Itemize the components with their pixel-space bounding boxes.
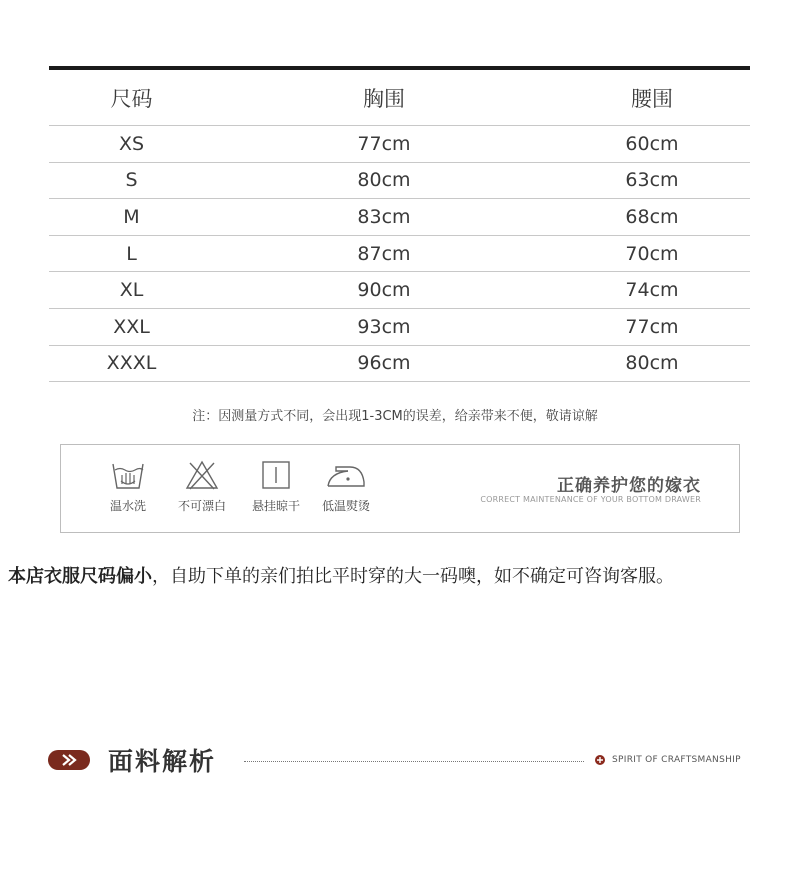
table-row [49, 163, 750, 200]
care-item-low-iron [311, 459, 381, 514]
size-notice-text: ，自助下单的亲们拍比平时穿的大一码噢，如不确定可咨询客服。 [152, 566, 674, 587]
table-row [49, 236, 750, 273]
size-cell: S [125, 169, 138, 192]
care-label-no-bleach: 不可漂白 [177, 499, 226, 513]
waist-cell: 74cm [625, 279, 679, 302]
size-cell: M [123, 205, 140, 228]
section-divider [244, 761, 584, 762]
care-label-hang-dry: 悬挂晾干 [251, 499, 300, 513]
bust-cell: 93cm [357, 315, 411, 338]
waist-cell: 70cm [625, 242, 679, 265]
waist-cell: 77cm [625, 315, 679, 338]
care-title: 正确养护您的嫁衣 [557, 476, 701, 496]
no-bleach-icon [182, 459, 222, 491]
fabric-section-header [48, 742, 748, 778]
size-notice [8, 562, 674, 588]
care-subtitle: CORRECT MAINTENANCE OF YOUR BOTTOM DRAWER [480, 495, 701, 504]
waist-cell: 80cm [625, 352, 679, 375]
waist-cell: 63cm [625, 169, 679, 192]
hang-dry-icon [256, 459, 296, 491]
care-item-no-bleach [167, 459, 237, 514]
table-row [49, 126, 750, 163]
table-row [49, 272, 750, 309]
header-bust: 胸围 [363, 86, 405, 111]
table-header-row [49, 70, 750, 126]
care-item-warm-wash [93, 459, 163, 514]
bust-cell: 96cm [357, 352, 411, 375]
size-cell: XXXL [106, 352, 157, 375]
size-table [49, 66, 750, 382]
bust-cell: 87cm [357, 242, 411, 265]
bust-cell: 80cm [357, 169, 411, 192]
size-cell: XXL [113, 315, 150, 338]
size-cell: XL [119, 279, 144, 302]
section-subtitle: SPIRIT OF CRAFTSMANSHIP [612, 755, 741, 765]
bust-cell: 90cm [357, 279, 411, 302]
waist-cell: 60cm [625, 132, 679, 155]
chevron-right-icon [60, 753, 78, 767]
section-title: 面料解析 [108, 747, 217, 776]
header-size: 尺码 [110, 86, 153, 111]
measurement-note: 注：因测量方式不同，会出现1-3CM的误差，给亲带来不便，敬请谅解 [192, 409, 598, 424]
size-cell: XS [118, 132, 145, 155]
size-cell: L [126, 242, 137, 265]
header-waist: 腰围 [631, 86, 673, 111]
care-label-warm-wash: 温水洗 [109, 499, 146, 513]
section-badge [48, 750, 90, 770]
low-iron-icon [324, 459, 368, 491]
bust-cell: 77cm [357, 132, 411, 155]
care-instructions-box [60, 444, 740, 533]
care-item-hang-dry [241, 459, 311, 514]
size-notice-bold: 本店衣服尺码偏小 [8, 566, 152, 587]
table-row [49, 199, 750, 236]
table-row [49, 309, 750, 346]
care-label-low-iron: 低温熨烫 [321, 499, 370, 513]
bust-cell: 83cm [357, 205, 411, 228]
warm-wash-icon [108, 459, 148, 491]
waist-cell: 68cm [625, 205, 679, 228]
plus-circle-icon [594, 754, 606, 766]
table-row [49, 346, 750, 383]
